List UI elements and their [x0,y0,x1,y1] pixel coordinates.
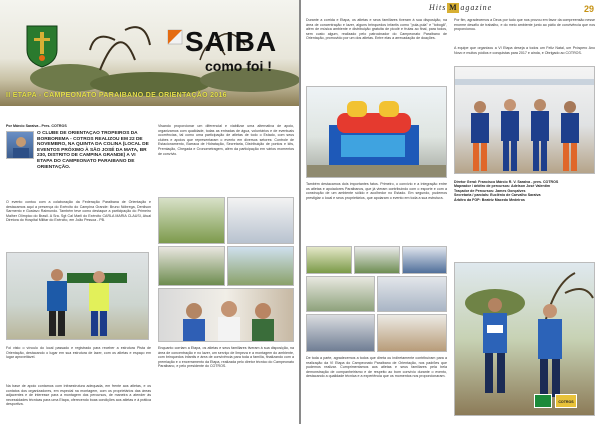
magazine-name-a: Hits [429,3,447,12]
grid-photo-7 [377,314,447,352]
credit-line: Secretaria / parcials: Euclênio de Carvalho Saraiva [454,193,541,198]
credit-line: Árbitro da FOP: Beatriz Macedo Medeiros [454,197,525,202]
photo-mosaic-2 [227,197,294,244]
right-page [301,0,600,424]
credit-line: Diretor Geral: Francisco Márcio R. V. Saraiva - pres. COTROS [454,180,559,184]
photo-mosaic-3 [158,246,225,286]
magazine-logo-icon: M [449,3,458,13]
subtitle: II ETAPA - CAMPEONATO PARAIBANO DE ORIENTAÇÃO 2016 [6,92,227,99]
right-paragraph-2: Também destacamos dois importantes fatos. Primeiro, o convívio e a integração entre os atletas e apoiadores Paraibanos, que já vieram contribuindo com o esporte e com a construção de um ambiente sólido e acolhedor no Estado. Em segundo, pudemos prestigiar o local e seus proprietários, que apoiaram o evento em toda a sua estrutura. [306,182,447,200]
credit-line: Mapeador / árbitro de percursos: Adelson José Valentim [454,184,551,189]
credit-line: Traçador de Percursos: James Gonçalves [454,188,526,193]
team-photo [454,66,595,174]
right-paragraph-3: De toda a parte, agradecemos a todos que direta ou indiretamente contribuíram para a realização da VI Etapa do Campeonato Paraibano de Orientação, nos padrões que pudemos realizar. Cumprimentamos aos atletas e seus familiares pela bela demonstração de companheirismo e de respeito ao bom convívio durante o evento, destacando a qualidade técnica e a experiência que os momentos nos proporcionaram. [306,356,447,379]
magazine-title [429,3,492,13]
right-paragraph-1: Durante a corrida e Etapa, os atletas e seus familiares tiveram à sua disposição, na área de concentração e lazer, alguns brinquedos infantis como "pula-pula" e "tobogã", além de música ambiente e distribuição gratuita de picolé e frutas ao final, para todos, sem custo algum, realizado pelo patrocinador do Campeonato Paraibano de Orientação, promovido por um dos atletas. Entre elas a arrecadação de doações. [306,18,447,41]
photo-mosaic-4 [227,246,294,286]
page-number-right: 29 [583,4,594,14]
grid-photo-4 [306,276,375,312]
grid-photo-3 [402,246,447,274]
left-page [0,0,299,424]
athletes-photo [6,252,149,340]
photo-mosaic-5 [158,288,294,342]
author-photo [6,131,34,159]
inflatable-photo [306,86,447,178]
magazine-name-b: agazine [460,3,493,12]
grid-photo-1 [306,246,352,274]
headline-big: SAIBA [185,26,278,57]
grid-photo-2 [354,246,400,274]
mid-paragraph-1: Visando proporcionar um diferencial e viabilizar uma alternativa de apoio, organizamos com qualidade, todas as entradas de água, voluntários e de eventuais ocorrências, tal como uma participação de atletas de todo o Estado, com seus clubes e apoios que representaram o evento em diversos setores: Controle de Estacionamento, Barraca de Hidratação, Secretaria, Distribuição de pontos e kits, Premiação, Chegada e Cronometragem, além da participação em vários momentos de convívio. [158,124,294,156]
credits-block [454,180,595,202]
mid-paragraph-2: Enquanto corriam a Etapa, os atletas e seus familiares tiveram à sua disposição, na área de concentração e no lazer, um serviço de limpeza e a montagem do ambiente, com brinquedos infantis e área de convivência para toda a família, finalizando com a premiação e o encerramento da Etapa, realizada pelo diretor técnico do Campeonato Paraibano, e pelo presidente do COTROS. [158,346,294,369]
grid-photo-5 [377,276,447,312]
runners-photo [454,262,595,416]
byline: Por Márcio Saraiva - Pres. COTROS [6,124,67,128]
cotros-logo [22,22,62,68]
right-paragraph-5: A equipe que organizou a VI Etapa deseja a todos um Feliz Natal, um Próspero Ano Novo e muitos pódios e conquistas para 2017 e ainda, e Obrigado ao COTROS. [454,46,595,55]
headline-small: como foi ! [205,58,272,74]
lead-paragraph: O CLUBE DE ORIENTAÇÃO TROPEIROS DA BORBOREMA - COTROS REALIZOU EM 22 DE NOVEMBRO, NA QUINTA DA COLINA (LOCAL DE EVENTOS PRÓXIMO À SÃO JOSÉ DA MATA, BR 230, DISTRITO DE CAMPINA GRANDE) A VI ETAPA DO CAMPEONATO PARAIBANO DE ORIENTAÇÃO. [37,131,149,170]
photo-mosaic-1 [158,197,225,244]
grid-photo-6 [306,314,375,352]
paragraph-1: O evento contou com a colaboração da Federação Paraibana de Orientação e destacamos aqui a presença do Exército do Campina Grande: Bruno Nóbrega, Denilson Sarmento e Gustavo Raimundo. Também teve como destaque a participação do Primeiro Malher Olímpico do Brasil. A Sra. Sgt Cal Marli do Exército CARLA MARIA CLAUSI, Atual Diretora do Hospital Militar do Exército, em João Pessoa - PB. [6,200,151,223]
right-paragraph-4: Por fim, agradecemos a Deus por tudo que nos provou em favor da compreensão nesse enorme desafio de trabalho, e do meio ambiente junto ao pátio de convivência que nos proporcionou. [454,18,595,32]
paragraph-3: Na base de apoio contamos com infraestrutura adequada, em frente aos atletas, e os contatos dos organizadores, em especial na montagem, com os proprietários das áreas adjacentes e de interesse para a montagem dos percursos, de maneira a atender às necessidades técnicas para uma Etapa, oferecendo boas condições aos atletas e à prática desportiva. [6,384,151,407]
sponsor-logo-cotros: COTROS [555,394,577,408]
sponsor-logo-flag [534,394,552,408]
paragraph-2: Foi visto o vínculo do local passado e registrado para receber a estrutura Pista de Orientação, destacando o lugar em sua estrutura de lazer, com os atletas e espaço em lugar aproveitável. [6,346,151,360]
